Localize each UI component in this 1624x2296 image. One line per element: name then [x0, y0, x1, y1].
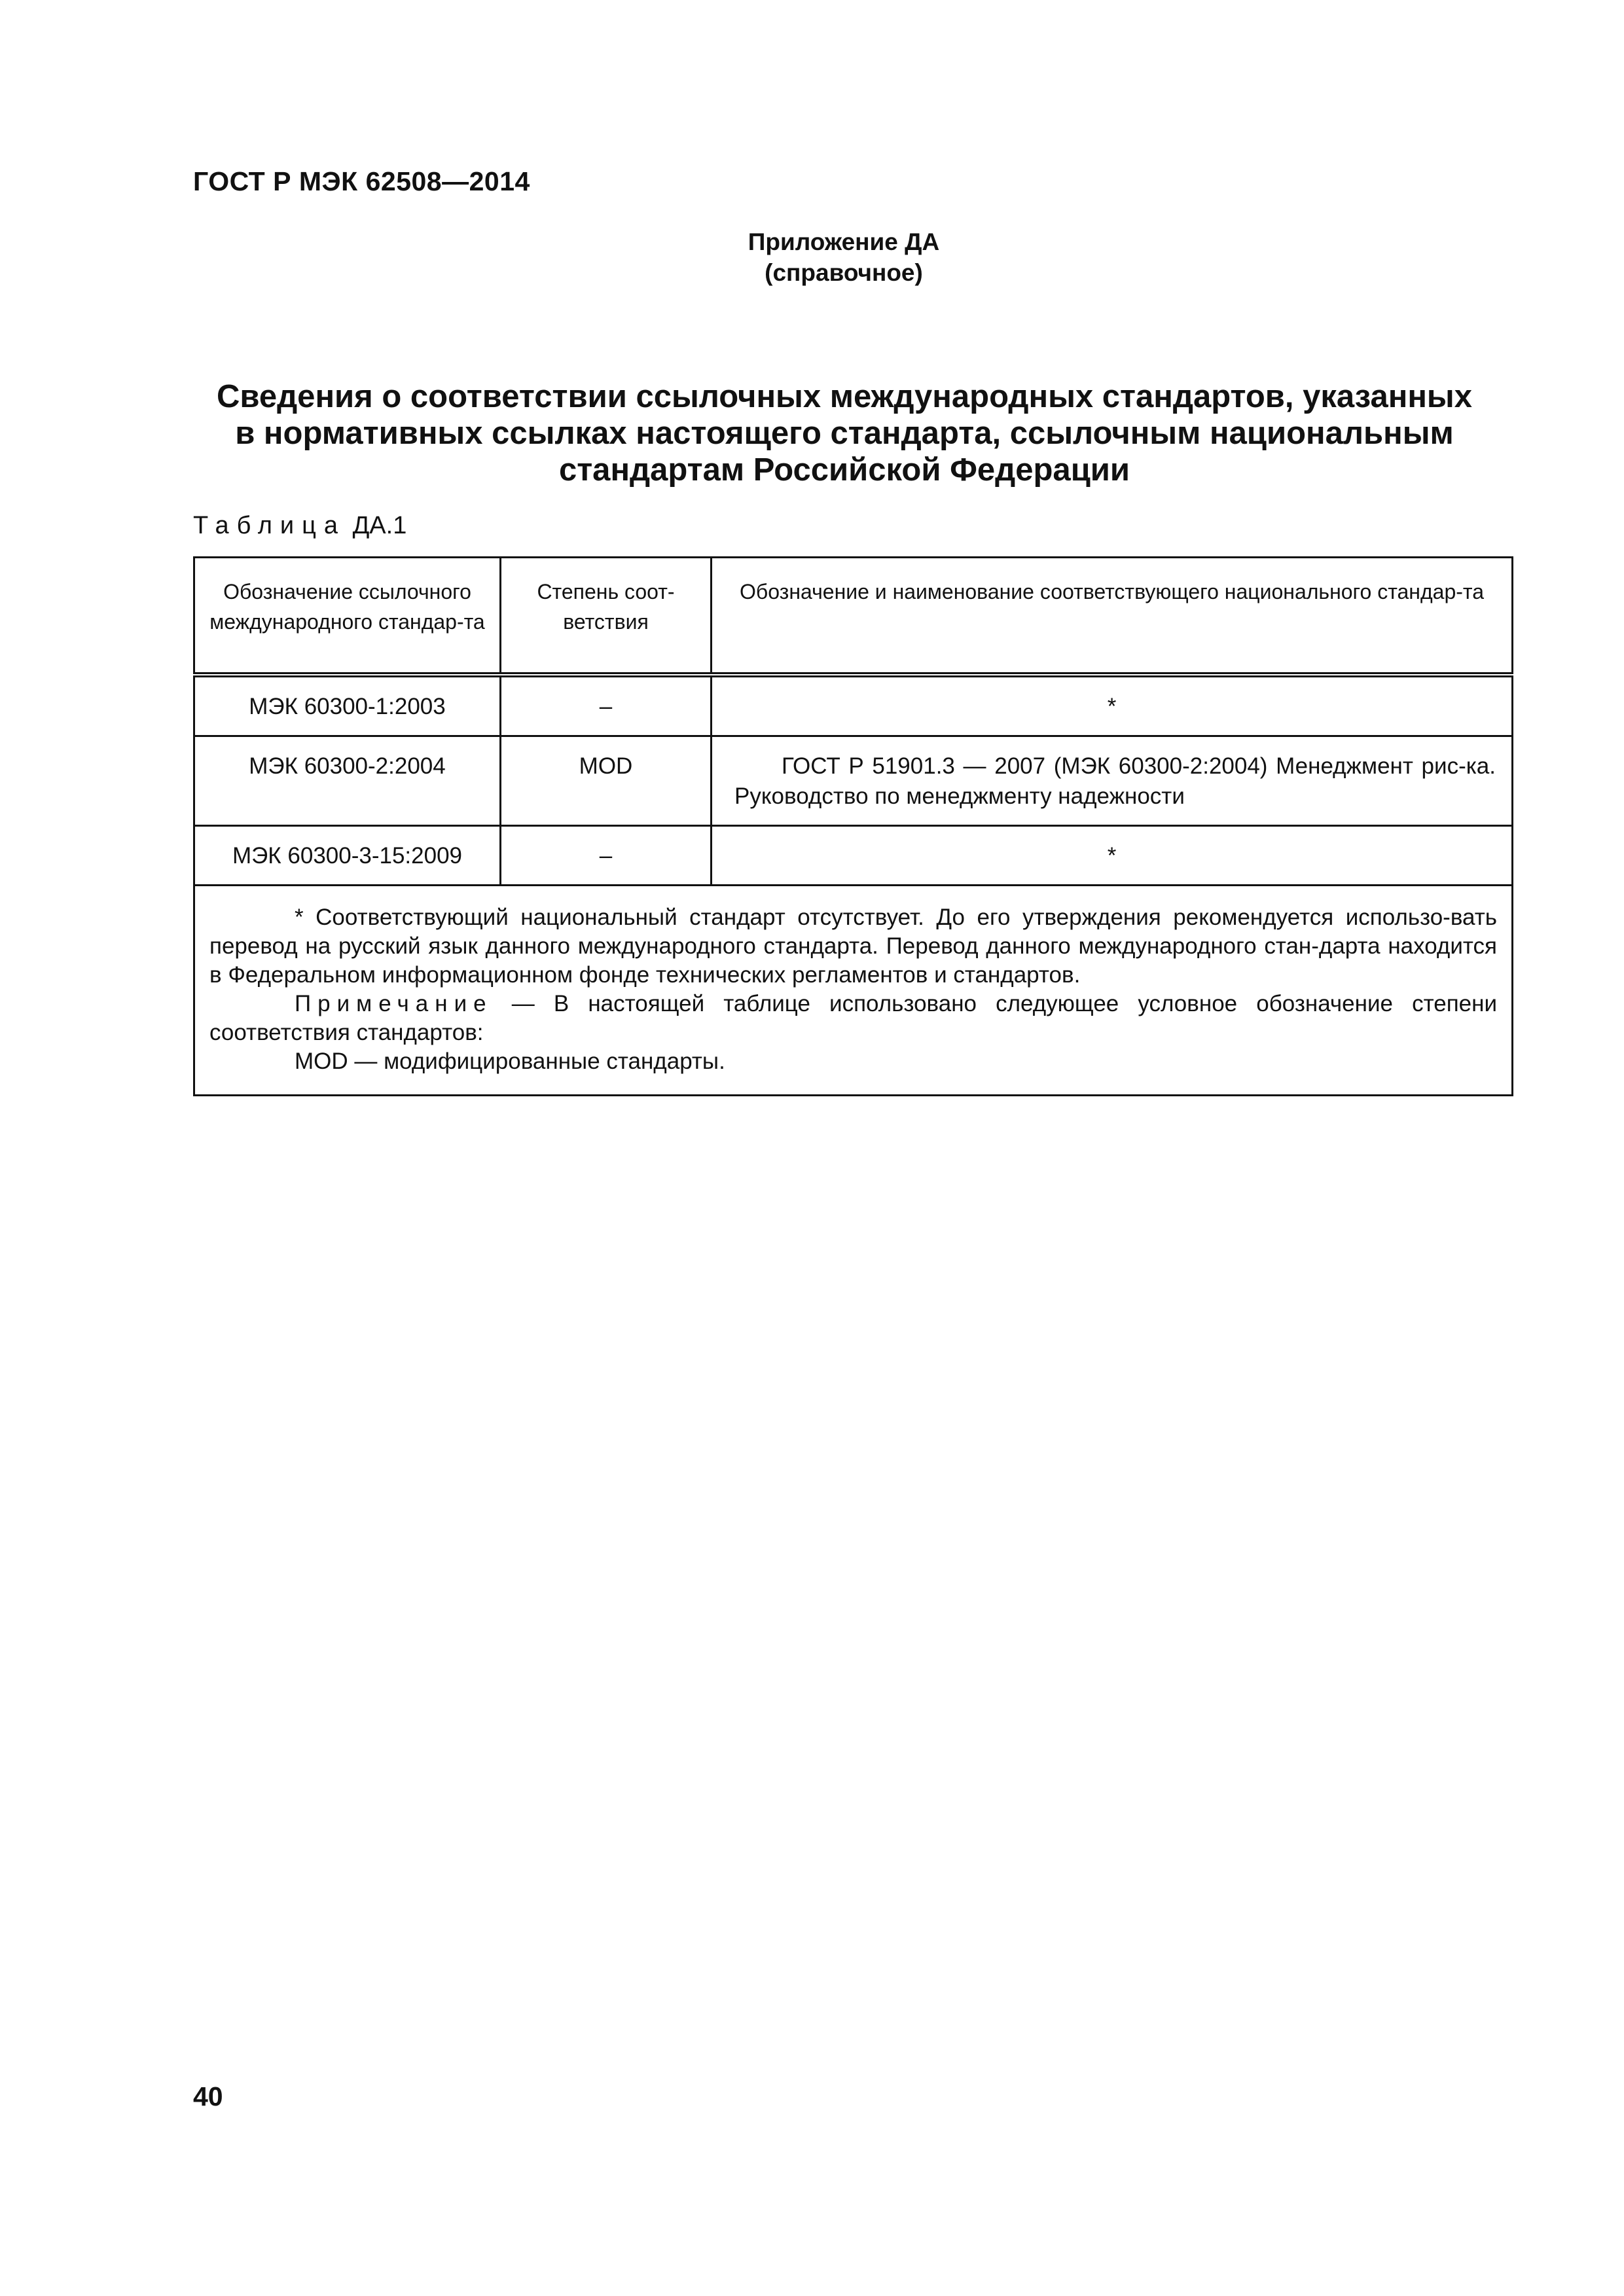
table-caption-number: ДА.1 [352, 512, 407, 539]
cell-national: * [712, 826, 1513, 886]
reference-standards-table [193, 556, 1513, 1096]
note-text: — В настоящей таблице использовано следующее условное обозначение степени соответствия стандартов: [209, 991, 1497, 1045]
mod-definition: MOD — модифицированные стандарты. [295, 1049, 725, 1074]
column-header-degree: Степень соот-ветствия [501, 558, 712, 675]
table-header-row [194, 558, 1513, 675]
cell-ref: МЭК 60300-3-15:2009 [194, 826, 501, 886]
column-header-national: Обозначение и наименование соответствующего национального стандар-та [712, 558, 1513, 675]
title-line-2: в нормативных ссылках настоящего стандарта, ссылочным национальным [235, 416, 1454, 451]
cell-national: * [712, 675, 1513, 736]
table-row [194, 826, 1513, 886]
document-code-header: ГОСТ Р МЭК 62508—2014 [193, 166, 530, 196]
page-number: 40 [193, 2081, 223, 2111]
cell-degree: – [501, 826, 712, 886]
footnote-text: * Соответствующий национальный стандарт отсутствует. До его утверждения рекомендуется использо-вать перевод на русский язык данного международного стандарта. Перевод данного международного стан-дарта находится в Федеральном информационном фонде технических регламентов и стандартов. [209, 905, 1497, 988]
table-caption [193, 512, 406, 540]
cell-degree: – [501, 675, 712, 736]
table-row [194, 675, 1513, 736]
note-label: Примечание [295, 991, 493, 1016]
page-title [190, 378, 1499, 488]
table-notes [194, 886, 1513, 1096]
table-row [194, 736, 1513, 826]
table-note-row [194, 886, 1513, 1096]
cell-ref: МЭК 60300-1:2003 [194, 675, 501, 736]
cell-ref: МЭК 60300-2:2004 [194, 736, 501, 826]
cell-degree: MOD [501, 736, 712, 826]
title-line-1: Сведения о соответствии ссылочных международных стандартов, указанных [216, 379, 1473, 414]
column-header-ref: Обозначение ссылочного международного стандар-та [194, 558, 501, 675]
annex-heading [655, 226, 1033, 288]
annex-type: (справочное) [765, 259, 923, 286]
table-caption-word: Таблица [193, 512, 346, 539]
cell-national: ГОСТ Р 51901.3 — 2007 (МЭК 60300-2:2004) Менеджмент рис-ка. Руководство по менеджменту надежности [712, 736, 1513, 826]
annex-title: Приложение ДА [748, 228, 940, 255]
note-paragraph [209, 990, 1497, 1047]
title-line-3: стандартам Российской Федерации [558, 452, 1130, 488]
